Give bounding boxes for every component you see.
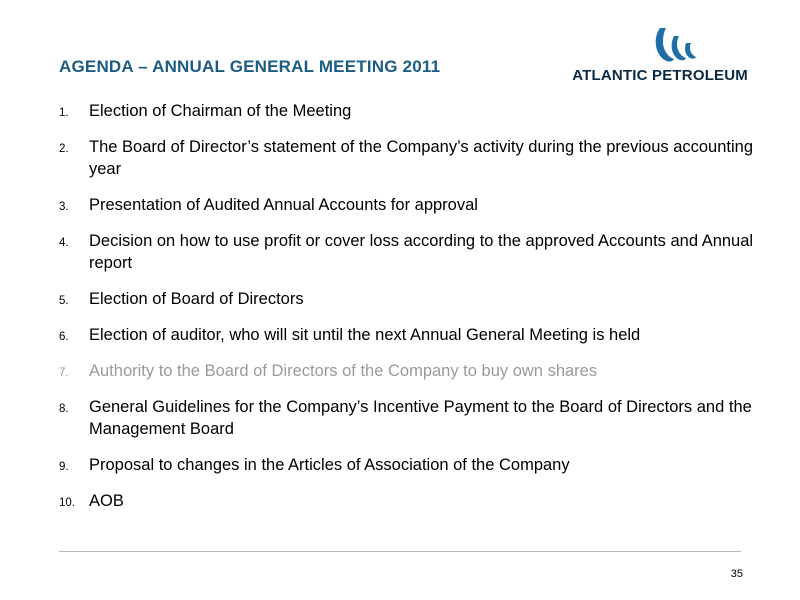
footer-divider — [59, 551, 741, 552]
agenda-item-text: Proposal to changes in the Articles of Association of the Company — [89, 456, 570, 474]
agenda-item-number: 10. — [59, 497, 75, 509]
agenda-item-number: 9. — [59, 461, 69, 473]
agenda-item — [59, 324, 759, 346]
agenda-item-number: 4. — [59, 237, 69, 249]
agenda-item-text: General Guidelines for the Company’s Incentive Payment to the Board of Directors and the Management Board — [89, 398, 752, 438]
agenda-list — [59, 100, 759, 526]
logo-text: ATLANTIC PETROLEUM — [572, 67, 748, 84]
agenda-item — [59, 136, 759, 180]
agenda-item — [59, 230, 759, 274]
page-number: 35 — [730, 568, 743, 580]
agenda-item — [59, 454, 759, 476]
agenda-item-text: AOB — [89, 492, 124, 510]
wave-icon — [654, 26, 706, 64]
agenda-item-number: 7. — [59, 367, 69, 379]
company-logo — [572, 26, 748, 86]
agenda-item-text: Election of Chairman of the Meeting — [89, 102, 352, 120]
agenda-item — [59, 288, 759, 310]
agenda-item-text: Authority to the Board of Directors of the Company to buy own shares — [89, 362, 598, 380]
agenda-item-number: 6. — [59, 331, 69, 343]
agenda-item-number: 2. — [59, 143, 69, 155]
agenda-item-number: 8. — [59, 403, 69, 415]
agenda-item-text: Decision on how to use profit or cover loss according to the approved Accounts and Annual report — [89, 232, 754, 272]
agenda-item-number: 1. — [59, 107, 69, 119]
agenda-item-text: Presentation of Audited Annual Accounts for approval — [89, 196, 478, 214]
agenda-item-number: 3. — [59, 201, 69, 213]
agenda-item — [59, 194, 759, 216]
agenda-item — [59, 100, 759, 122]
agenda-item — [59, 490, 759, 512]
agenda-item-text: Election of Board of Directors — [89, 290, 304, 308]
agenda-item-text: The Board of Director’s statement of the Company’s activity during the previous accounting year — [89, 138, 754, 178]
agenda-item-dimmed — [59, 360, 759, 382]
slide-title: AGENDA – ANNUAL GENERAL MEETING 2011 — [59, 57, 441, 76]
agenda-item-number: 5. — [59, 295, 69, 307]
agenda-item-text: Election of auditor, who will sit until the next Annual General Meeting is held — [89, 326, 641, 344]
agenda-item — [59, 396, 759, 440]
